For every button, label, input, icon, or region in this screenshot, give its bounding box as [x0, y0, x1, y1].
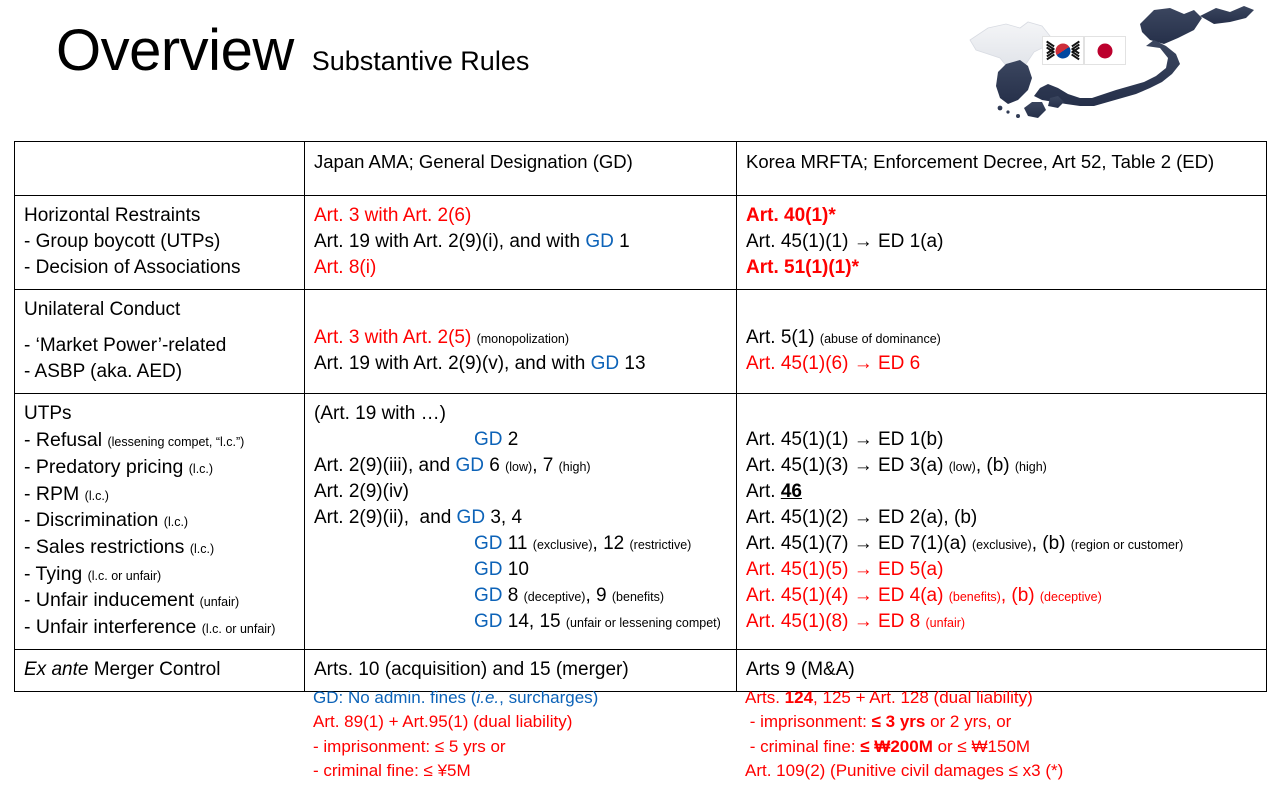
row-subitem: - Decision of Associations: [24, 257, 241, 279]
cell-korea-merger-control: [737, 649, 1267, 691]
row-subitem: - ASBP (aka. AED): [24, 361, 183, 383]
rule-line: Art. 2(9)(ii), and GD 3, 4: [314, 507, 523, 529]
row-label-unilateral-conduct: [15, 290, 305, 394]
footnotes-area: [14, 686, 1266, 783]
rule-line: Art. 45(1)(8) → ED 8 (unfair): [746, 611, 966, 633]
cell-korea-unilateral-conduct: [737, 290, 1267, 394]
row-label-merger-control: [15, 649, 305, 691]
japan-flag: [1084, 36, 1126, 65]
footnote-line: GD: No admin. fines (i.e., surcharges): [313, 688, 599, 707]
footnote-line: - imprisonment: ≤ 5 yrs or: [313, 736, 506, 756]
flag-pair: [1042, 36, 1126, 65]
row-subitem: - Predatory pricing (l.c.): [24, 455, 214, 478]
row-title: Horizontal Restraints: [24, 205, 201, 226]
rule-line: Arts. 10 (acquisition) and 15 (merger): [314, 658, 629, 680]
south-korea-landmass: [996, 60, 1032, 114]
rule-line: GD 11 (exclusive), 12 (restrictive): [474, 533, 692, 555]
south-korea-flag: [1042, 36, 1084, 65]
row-title: Unilateral Conduct: [24, 299, 181, 321]
cell-japan-utps: [305, 394, 737, 650]
rule-line: Art. 46: [746, 481, 802, 503]
substantive-rules-table: [14, 141, 1267, 692]
rule-line: Art. 19 with Art. 2(9)(i), and with GD 1: [314, 231, 630, 253]
title-main-text: Overview: [56, 18, 294, 83]
cell-japan-unilateral-conduct: [305, 290, 737, 394]
rule-line: Art. 45(1)(3) → ED 3(a) (low), (b) (high): [746, 455, 1047, 477]
rule-line: Art. 45(1)(1) → ED 1(b): [746, 429, 944, 451]
row-title: UTPs: [24, 403, 72, 425]
footnote-line: - criminal fine: ≤ ¥5M: [313, 760, 471, 780]
table-row-merger-control: [15, 649, 1267, 691]
footnote-line: Arts. 124, 125 + Art. 128 (dual liability): [745, 688, 1033, 707]
row-subitem: - Tying (l.c. or unfair): [24, 562, 162, 585]
hinomaru-circle: [1098, 43, 1113, 58]
cell-japan-merger-control: [305, 649, 737, 691]
row-label-horizontal-restraints: [15, 196, 305, 290]
cell-korea-utps: [737, 394, 1267, 650]
taeguk-symbol: [1053, 40, 1074, 61]
row-subitem: - Refusal (lessening compet, “l.c.”): [24, 429, 245, 452]
header-cell-korea: [737, 142, 1267, 196]
header-cell-japan: [305, 142, 737, 196]
rule-line: Art. 2(9)(iv): [314, 481, 409, 503]
rule-line: GD 14, 15 (unfair or lessening compet): [474, 611, 721, 633]
footnote-line: Art. 109(2) (Punitive civil damages ≤ x3 (*): [745, 760, 1064, 780]
rule-line: Art. 5(1) (abuse of dominance): [746, 327, 941, 349]
rule-line: Art. 51(1)(1)*: [746, 257, 859, 279]
table-header-row: [15, 142, 1267, 196]
row-subitem: - Discrimination (l.c.): [24, 509, 189, 532]
header-japan-label: Japan AMA; General Designation (GD): [314, 151, 633, 172]
rule-line: Art. 45(1)(7) → ED 7(1)(a) (exclusive), (b) (region or customer): [746, 533, 1184, 555]
rule-line: Arts 9 (M&A): [746, 658, 855, 680]
footnote-japan: [304, 686, 736, 783]
rule-line: Art. 2(9)(iii), and GD 6 (low), 7 (high): [314, 455, 591, 477]
rule-line: Art. 45(1)(2) → ED 2(a), (b): [746, 507, 978, 529]
rule-line: Art. 45(1)(4) → ED 4(a) (benefits), (b) (deceptive): [746, 585, 1102, 607]
rule-line: Art. 3 with Art. 2(6): [314, 205, 472, 226]
cell-korea-horizontal-restraints: [737, 196, 1267, 290]
rule-line: GD 2: [474, 429, 519, 451]
row-subitem: - ‘Market Power’-related: [24, 335, 227, 357]
footnote-line: - criminal fine: ≤ ₩200M or ≤ ₩150M: [745, 736, 1031, 756]
row-subitem: - RPM (l.c.): [24, 482, 109, 505]
rule-line: Art. 45(1)(5) → ED 5(a): [746, 559, 944, 581]
rule-line: Art. 19 with Art. 2(9)(v), and with GD 13: [314, 353, 646, 375]
row-subitem: - Group boycott (UTPs): [24, 231, 221, 253]
rule-line: Art. 3 with Art. 2(5) (monopolization): [314, 327, 570, 349]
rule-intro: (Art. 19 with …): [314, 403, 446, 425]
table-row-utps: [15, 394, 1267, 650]
row-subitem: - Sales restrictions (l.c.): [24, 535, 215, 558]
page-title: [56, 18, 530, 83]
row-subitem: - Unfair interference (l.c. or unfair): [24, 616, 276, 639]
rule-line: Art. 45(1)(1) → ED 1(a): [746, 231, 944, 253]
header-korea-label: Korea MRFTA; Enforcement Decree, Art 52, Table 2 (ED): [746, 151, 1215, 172]
rule-line: GD 10: [474, 559, 529, 581]
row-subitem: - Unfair inducement (unfair): [24, 589, 240, 612]
footnote-line: - imprisonment: ≤ 3 yrs or 2 yrs, or: [745, 712, 1012, 732]
footnote-line: Art. 89(1) + Art.95(1) (dual liability): [313, 712, 573, 732]
title-subtitle-text: Substantive Rules: [311, 46, 530, 76]
rule-line: Art. 45(1)(6) → ED 6: [746, 353, 921, 375]
hokkaido-landmass: [1140, 6, 1254, 44]
rule-line: Art. 40(1)*: [746, 205, 836, 226]
row-title: Ex ante Merger Control: [24, 658, 221, 680]
table-row-horizontal-restraints: [15, 196, 1267, 290]
rule-line: Art. 8(i): [314, 257, 377, 279]
table-row-unilateral-conduct: [15, 290, 1267, 394]
rule-line: GD 8 (deceptive), 9 (benefits): [474, 585, 664, 607]
header-cell-blank: [15, 142, 305, 196]
cell-japan-horizontal-restraints: [305, 196, 737, 290]
row-label-utps: [15, 394, 305, 650]
footnote-korea: [736, 686, 1266, 783]
